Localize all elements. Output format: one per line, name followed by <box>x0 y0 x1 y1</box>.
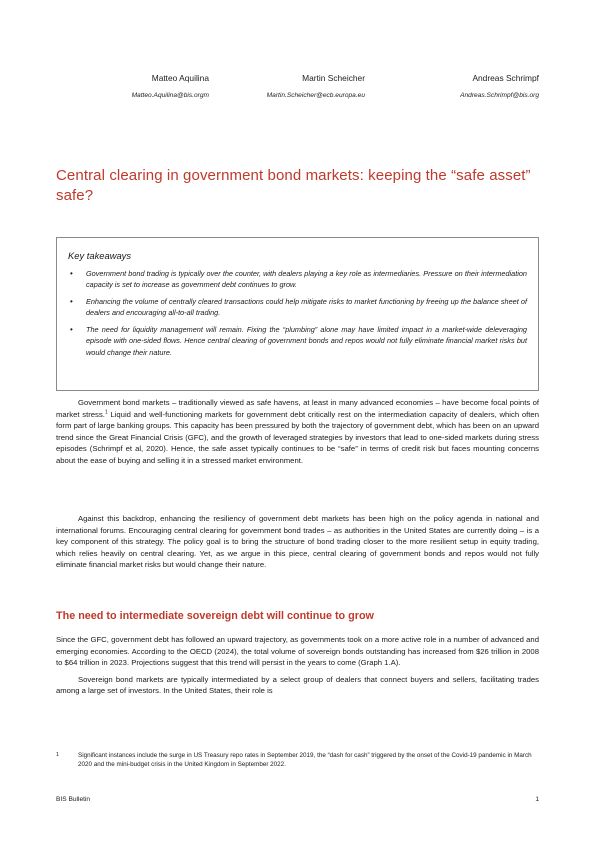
takeaway-text: Government bond trading is typically over the counter, with dealers playing a key role as intermediaries. Pressure on their intermediation capacity is set to increase as government debt continues to grow. <box>86 269 527 290</box>
author-2 <box>267 72 365 101</box>
footer-publication: BIS Bulletin <box>56 796 91 803</box>
takeaway-text: Enhancing the volume of centrally cleared transactions could help mitigate risks to market functioning by freeing up the balance sheet of dealers and encouraging all-to-all trading. <box>86 297 527 318</box>
footnote-text: Significant instances include the surge in US Treasury repo rates in September 2019, the “dash for cash” triggered by the onset of the Covid-19 pandemic in March 2020 and the mini-budget crisis in the United Kingdom in September 2022. <box>78 752 532 769</box>
footnote-ref[interactable]: 1 <box>104 409 108 416</box>
author-email: Matteo.Aquilina@bis.orgm <box>131 92 209 99</box>
author-name: Matteo Aquilina <box>151 73 209 83</box>
author-email: Andreas.Schrimpf@bis.org <box>460 92 539 99</box>
key-takeaways-list <box>68 268 527 358</box>
paragraph-text: Liquid and well-functioning markets for government debt critically rest on the intermediation capacity of dealers, which often form part of large banking groups. This capacity has been pressured by both the trajectory of government debt, which has been on an upward trend since the Great Financial Crisis (GFC), and the growth of leveraged strategies by investors that lead to one-sided markets during stress episodes (Schrimpf et al, 2020). Hence, the safe asset typically continues to be “safe” in terms of credit risk but faces mounting concerns about the ease of buying and selling it in a stressed market environment. <box>56 409 539 465</box>
body-paragraphs-section <box>56 634 539 702</box>
section-heading: The need to intermediate sovereign debt will continue to grow <box>56 610 374 622</box>
takeaway-item <box>68 324 527 358</box>
author-3 <box>460 72 539 101</box>
author-name: Andreas Schrimpf <box>472 73 539 83</box>
footnote-number: 1 <box>56 752 60 758</box>
body-paragraph-2 <box>56 513 539 576</box>
key-takeaways-heading: Key takeaways <box>68 250 132 261</box>
footnote <box>56 751 539 770</box>
bullet-icon: • <box>70 297 73 306</box>
author-name: Martin Scheicher <box>302 73 365 83</box>
paragraph-text: Since the GFC, government debt has followed an upward trajectory, as governments took on a more active role in a number of advanced and emerging economies. According to the OECD (2024), the total volume of sovereign bonds outstanding has increased from $26 trillion in 2008 to $64 trillion in 2023. Projections suggest that this trend will persist in the years to come (Graph 1.A). <box>56 635 539 668</box>
bullet-icon: • <box>70 325 73 334</box>
paragraph-text: Against this backdrop, enhancing the resiliency of government debt markets has been high on the policy agenda in national and international forums. Encouraging central clearing for government bond trades – as authorities in the United States are currently doing – is a key component of this strategy. The policy goal is to bring the structure of bond trading closer to the more resilient setup in equity trading, which relies heavily on central clearing. Yet, as we argue in this piece, central clearing of government bonds and repos would not fully eliminate financial market risks but would change their nature. <box>56 514 539 570</box>
author-email: Martin.Scheicher@ecb.europa.eu <box>266 92 365 99</box>
body-paragraph-1 <box>56 397 539 472</box>
footer-page-number: 1 <box>535 796 539 803</box>
key-takeaways-box <box>56 237 539 391</box>
takeaway-item <box>68 296 527 319</box>
paragraph-text: Sovereign bond markets are typically intermediated by a select group of dealers that connect buyers and sellers, facilitating trades among a large set of investors. In the United States, their role is <box>56 674 539 696</box>
takeaway-item <box>68 268 527 291</box>
paragraph-text: Government bond markets – traditionally viewed as safe havens, at least in many advanced economies – have become focal points of market stress. <box>56 398 539 419</box>
author-list <box>56 72 539 104</box>
bullet-icon: • <box>70 269 73 278</box>
takeaway-text: The need for liquidity management will remain. Fixing the “plumbing” alone may have limited impact in a market-wide deleveraging episode with one-sided flows. Hence central clearing of government bonds and repos would not fully eliminate financial market risks but would change their nature. <box>86 325 527 357</box>
author-1 <box>132 72 209 101</box>
page-title: Central clearing in government bond markets: keeping the “safe asset” safe? <box>56 167 531 204</box>
